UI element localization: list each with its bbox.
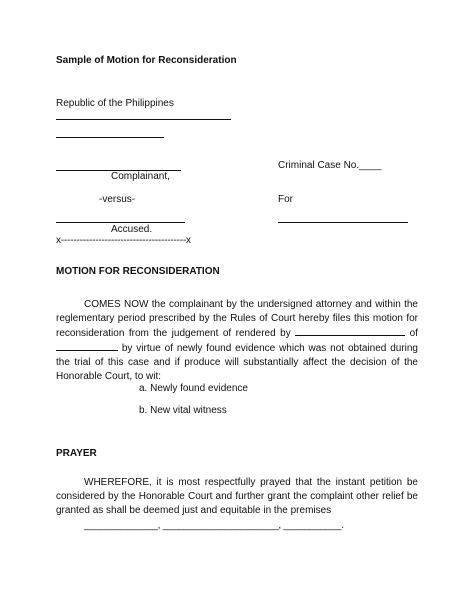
item-newly-found-evidence: a. Newly found evidence — [139, 383, 248, 394]
republic-text: Republic of the Philippines — [56, 98, 174, 109]
criminal-case-number: Criminal Case No.____ — [278, 160, 382, 171]
motion-body-part2: of — [409, 328, 418, 339]
versus-label: -versus- — [99, 194, 136, 205]
signature-place-date-line: ______________, ______________________, ___________. — [84, 520, 344, 531]
accused-label: Accused. — [111, 224, 153, 235]
item-new-vital-witness: b. New vital witness — [139, 405, 227, 416]
accused-blank-line — [56, 222, 185, 223]
judge-blank — [295, 326, 405, 336]
court-blank-line — [56, 119, 231, 120]
prayer-heading: PRAYER — [56, 448, 97, 459]
motion-body-part3: by virtue of newly found evidence which was not obtained during the trial of this case and if produce will substantially affect the decision of the Honorable Court, to wit: — [56, 343, 418, 382]
prayer-text: WHEREFORE, it is most respectfully prayed that the instant petition be considered by the Honorable Court and further grant the complaint other relief be granted as shall be deemed just and equitable in the premises — [56, 477, 418, 516]
court-location-blank-line — [56, 137, 164, 138]
offense-blank-line — [278, 222, 408, 223]
motion-body-part1: COMES NOW the complainant by the undersigned attorney and within the reglementary period prescribed by the Rules of Court hereby files this motion for reconsideration from the judgement of rendered by — [56, 299, 418, 339]
date-blank — [56, 341, 118, 351]
motion-heading: MOTION FOR RECONSIDERATION — [56, 266, 220, 277]
caption-separator: x----------------------------------------x — [56, 235, 191, 246]
for-label: For — [278, 194, 293, 205]
complainant-label: Complainant, — [111, 171, 170, 182]
document-title: Sample of Motion for Reconsideration — [56, 55, 237, 66]
motion-body — [56, 298, 418, 384]
